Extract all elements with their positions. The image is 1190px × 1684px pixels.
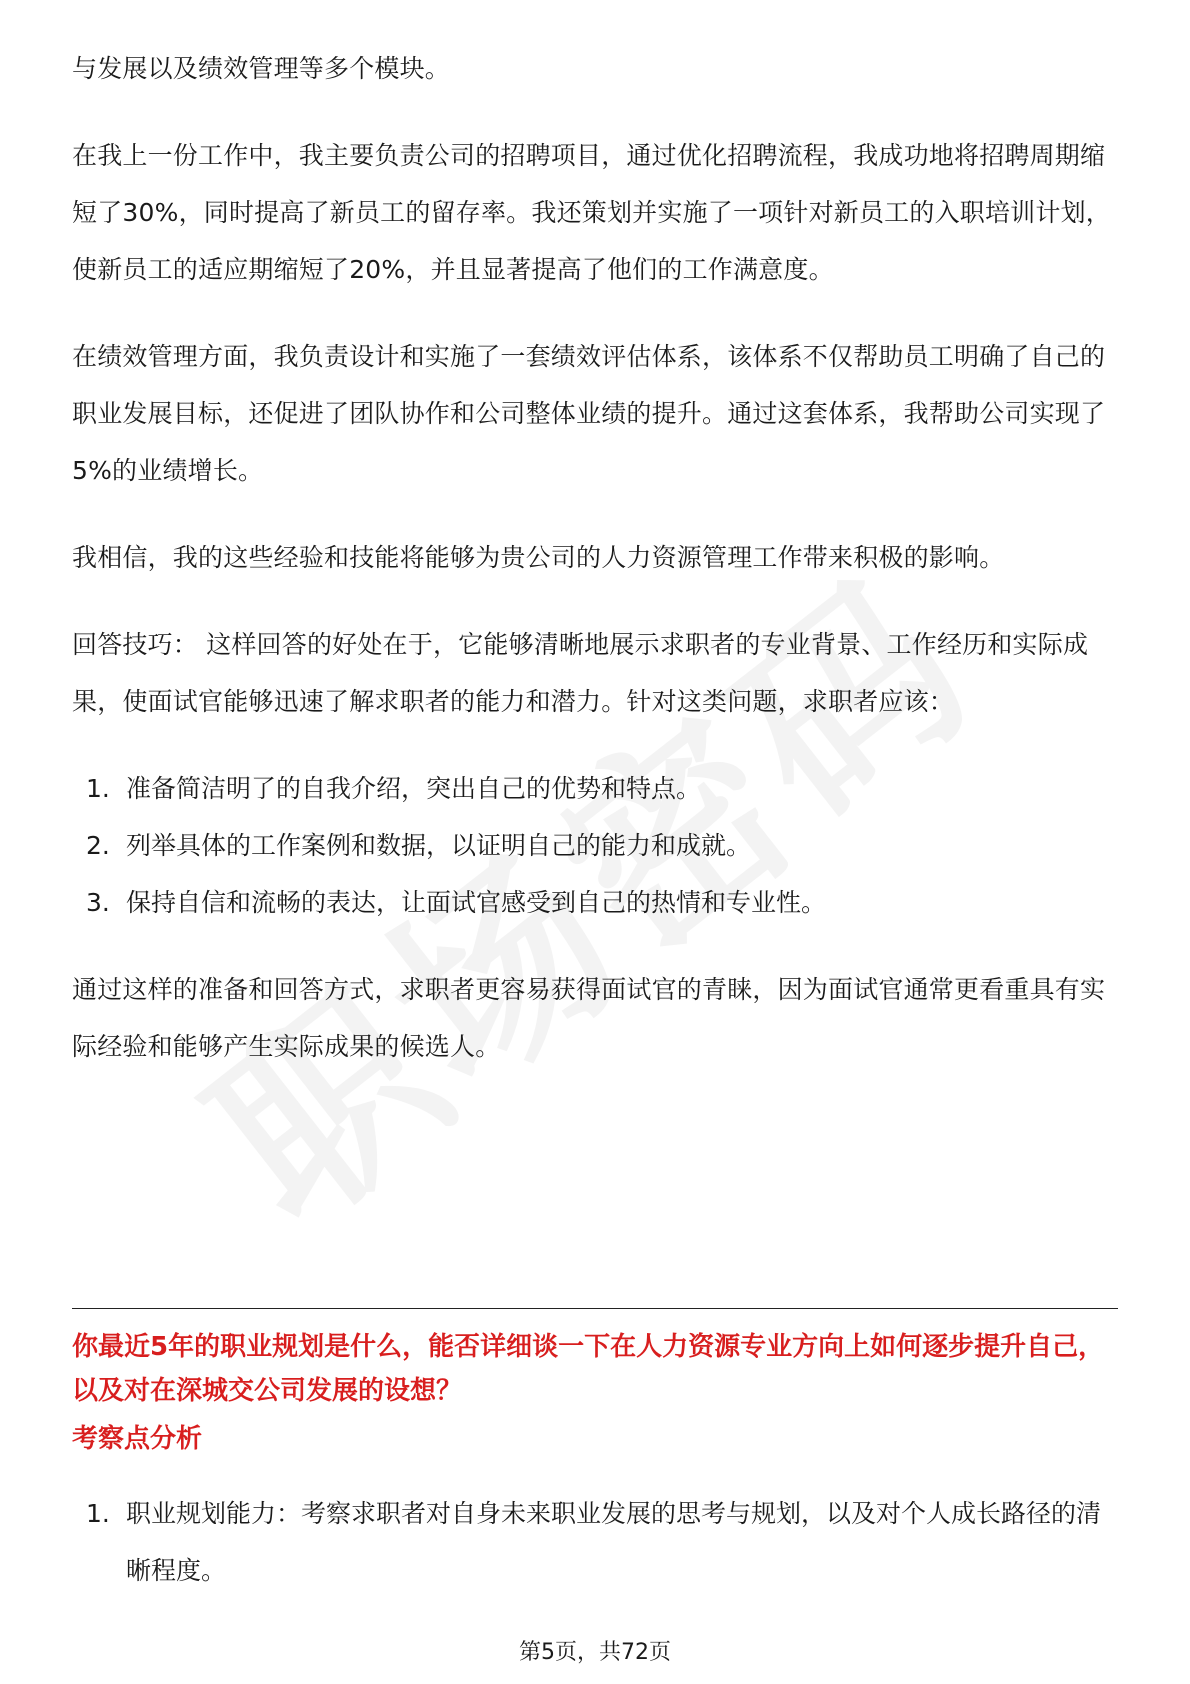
- analysis-heading: 考察点分析: [72, 1424, 203, 1454]
- section-divider: [72, 1308, 1118, 1309]
- list-text: 职业规划能力：考察求职者对自身未来职业发展的思考与规划，以及对个人成长路径的清晰程度。: [126, 1499, 1102, 1585]
- list-item: [72, 760, 1118, 817]
- page-number: 第5页，共72页: [519, 1640, 671, 1665]
- list-item: [72, 874, 1118, 931]
- paragraph-1: 与发展以及绩效管理等多个模块。: [72, 54, 451, 83]
- paragraph-2: 在我上一份工作中，我主要负责公司的招聘项目，通过优化招聘流程，我成功地将招聘周期缩短了30%，同时提高了新员工的留存率。我还策划并实施了一项针对新员工的入职培训计划，使新员工的适应期缩短了20%，并且显著提高了他们的工作满意度。: [72, 141, 1111, 284]
- list-number: 2.: [86, 831, 110, 860]
- conclusion-paragraph: 通过这样的准备和回答方式，求职者更容易获得面试官的青睐，因为面试官通常更看重具有实际经验和能够产生实际成果的候选人。: [72, 975, 1106, 1061]
- list-number: 3.: [86, 888, 110, 917]
- list-item: [72, 817, 1118, 874]
- paragraph-4: 我相信，我的这些经验和技能将能够为贵公司的人力资源管理工作带来积极的影响。: [72, 543, 1005, 572]
- tips-paragraph: 回答技巧： 这样回答的好处在于，它能够清晰地展示求职者的专业背景、工作经历和实际成果，使面试官能够迅速了解求职者的能力和潜力。针对这类问题，求职者应该：: [72, 630, 1089, 716]
- list-number: 1.: [86, 1499, 110, 1528]
- list-text: 保持自信和流畅的表达，让面试官感受到自己的热情和专业性。: [126, 888, 827, 917]
- page-body: [72, 40, 1118, 1075]
- list-text: 列举具体的工作案例和数据，以证明自己的能力和成就。: [126, 831, 752, 860]
- paragraph-3: 在绩效管理方面，我负责设计和实施了一套绩效评估体系，该体系不仅帮助员工明确了自己的职业发展目标，还促进了团队协作和公司整体业绩的提升。通过这套体系，我帮助公司实现了5%的业绩增长。: [72, 342, 1106, 485]
- question-heading: 你最近5年的职业规划是什么，能否详细谈一下在人力资源专业方向上如何逐步提升自己，以及对在深城交公司发展的设想？: [72, 1332, 1105, 1406]
- list-text: 准备简洁明了的自我介绍，突出自己的优势和特点。: [126, 774, 702, 803]
- analysis-list: [72, 1485, 1118, 1599]
- tips-list: [72, 760, 1118, 931]
- list-number: 1.: [86, 774, 110, 803]
- list-item: [72, 1485, 1118, 1599]
